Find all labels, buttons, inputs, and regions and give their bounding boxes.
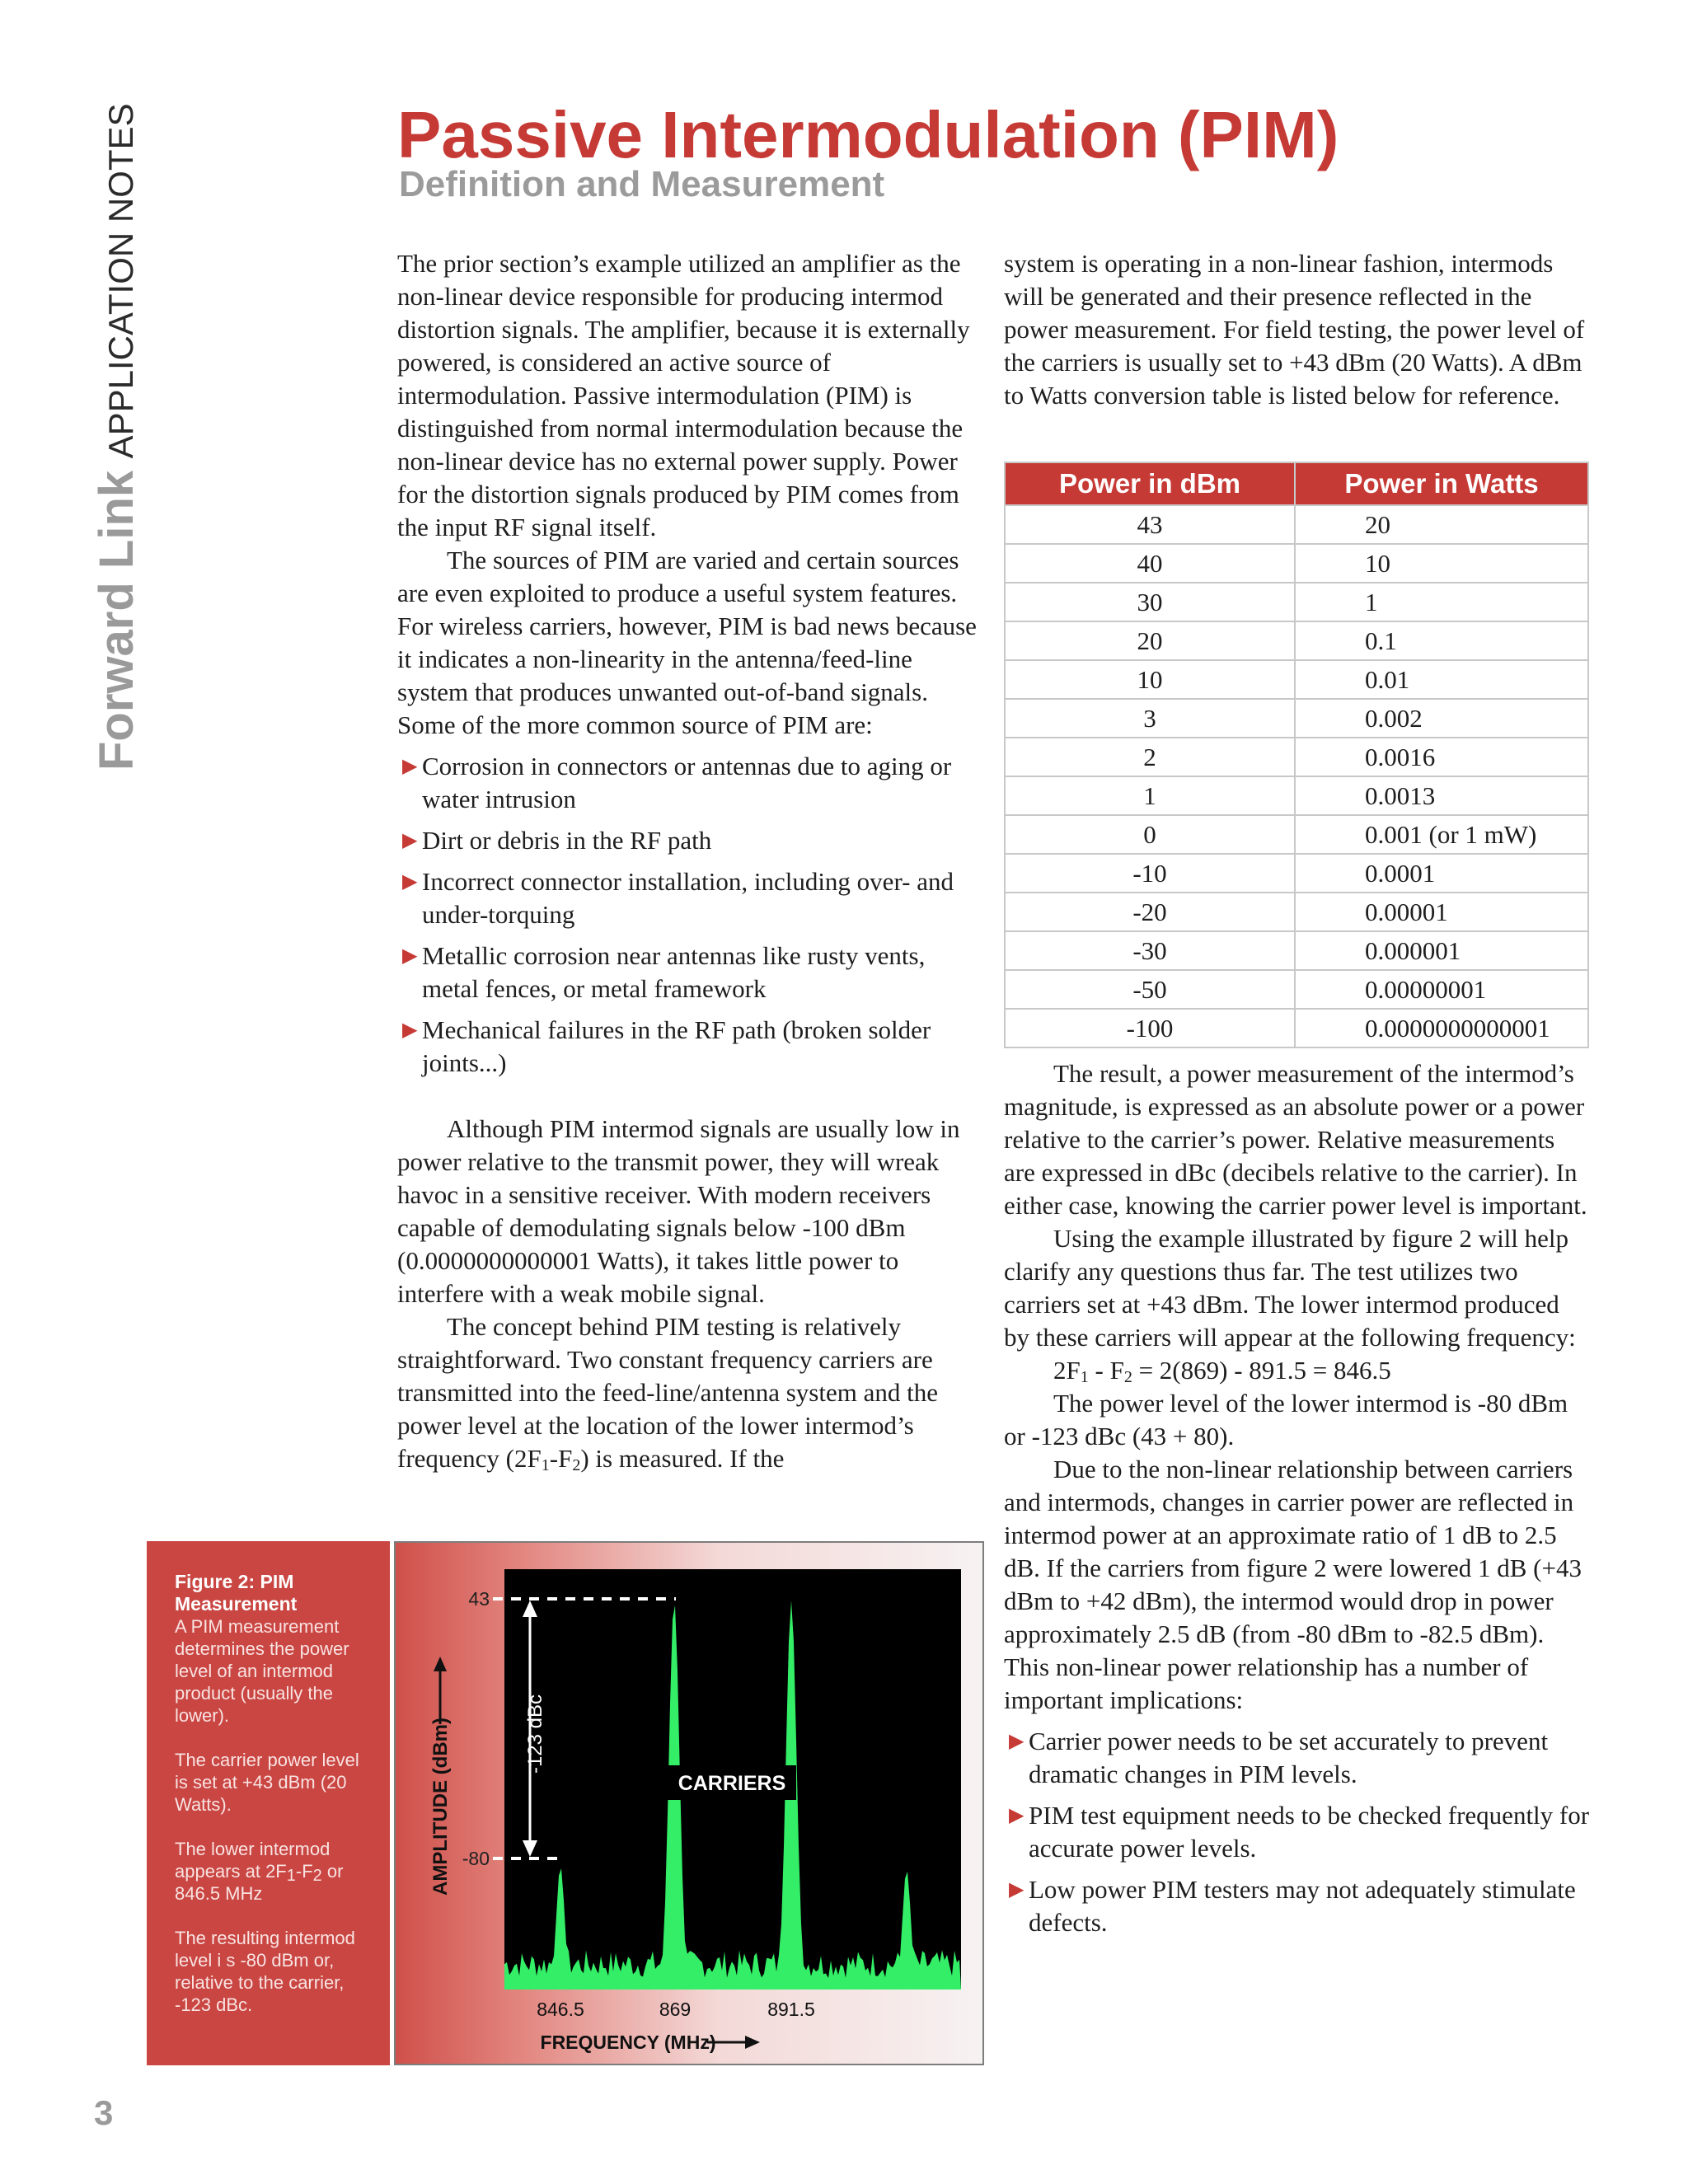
- table-row: [1005, 970, 1588, 1009]
- table-body: [1005, 505, 1588, 1047]
- table-cell-watts: 1: [1295, 583, 1588, 621]
- table-cell-dbm: 3: [1005, 699, 1295, 738]
- x-tick-label: 891.5: [767, 1999, 815, 2020]
- table-cell-watts: 0.0016: [1295, 738, 1588, 776]
- figure-caption: [147, 1541, 390, 2065]
- table-cell-dbm: -30: [1005, 931, 1295, 970]
- table-cell-dbm: 30: [1005, 583, 1295, 621]
- figure-caption-text: The carrier power level is set at +43 dBm (20 Watts).: [175, 1750, 359, 1815]
- table-row: [1005, 931, 1588, 970]
- arrow-right-icon: [745, 2036, 760, 2049]
- table-cell-watts: 0.002: [1295, 699, 1588, 738]
- list-item: ▶ Metallic corrosion near antennas like rusty vents, metal fences, or metal framework: [402, 941, 926, 1003]
- list-item: ▶ Carrier power needs to be set accurately to prevent dramatic changes in PIM levels.: [1009, 1727, 1549, 1788]
- list-item: ▶ Corrosion in connectors or antennas due to aging or water intrusion: [402, 752, 952, 813]
- y-tick-label: -80: [462, 1848, 490, 1869]
- table-header-row: [1005, 462, 1588, 505]
- right-paragraph-1: system is operating in a non-linear fashion, intermods will be generated and their presence reflected in the power measurement. For field testing, the power level of the carriers is usually set to +43 dBm (20 Watts). A dBm to Watts conversion table is listed below for reference.: [1004, 249, 1585, 410]
- table-cell-watts: 20: [1295, 505, 1588, 544]
- right-paragraph-3: Using the example illustrated by figure 2 will help clarify any questions thus far. The test utilizes two carriers set at +43 dBm. The lower intermod produced by these carriers will appear at the following frequency:: [1004, 1224, 1576, 1352]
- bullet-arrow-icon: ▶: [1009, 1805, 1025, 1826]
- table-cell-dbm: 0: [1005, 815, 1295, 854]
- table-cell-watts: 0.0000000000001: [1295, 1009, 1588, 1047]
- bullet-arrow-icon: ▶: [402, 871, 418, 893]
- right-column-top: [1004, 247, 1591, 412]
- table-cell-watts: 0.0013: [1295, 776, 1588, 815]
- dbm-watts-table: [1004, 462, 1589, 1048]
- side-label: [89, 62, 143, 771]
- dbc-span-label: -123 dBc: [524, 1694, 546, 1774]
- table-cell-dbm: -10: [1005, 854, 1295, 893]
- table-row: [1005, 893, 1588, 931]
- intermod-formula: $2F_1 - F_2 = 2(869) - 891.5 = 846.5$: [1053, 1356, 1391, 1386]
- table-cell-dbm: 1: [1005, 776, 1295, 815]
- bullet-arrow-icon: ▶: [1009, 1879, 1025, 1900]
- pim-spectrum-figure: [394, 1541, 984, 2065]
- figure-caption-title: Figure 2: PIM Measurement: [175, 1571, 298, 1615]
- table-row: [1005, 660, 1588, 699]
- table-cell-watts: 0.00000001: [1295, 970, 1588, 1009]
- arrow-up-icon: [434, 1657, 447, 1671]
- x-tick-label: 846.5: [537, 1999, 584, 2020]
- table-cell-watts: 0.0001: [1295, 854, 1588, 893]
- table-cell-watts: 10: [1295, 544, 1588, 583]
- table-cell-watts: 0.01: [1295, 660, 1588, 699]
- right-column-bottom: [1004, 1057, 1591, 1939]
- table-cell-dbm: -100: [1005, 1009, 1295, 1047]
- spectrum-svg: [396, 1543, 982, 2064]
- carriers-label: CARRIERS: [678, 1772, 786, 1795]
- right-paragraph-5: Due to the non-linear relationship between carriers and intermods, changes in carrier power are reflected in intermod power at an approximate ratio of 1 dB to 2.5 dB. If the carriers from figure 2 were lowered 1 dB (+43 dBm to +42 dBm), the intermod would drop in power approximately 2.5 dB (from -80 dBm to -82.5 dBm). This non-linear power relationship has a number of important implications:: [1004, 1455, 1582, 1714]
- page-number: 3: [94, 2093, 114, 2132]
- table-cell-dbm: 43: [1005, 505, 1295, 544]
- table-row: [1005, 738, 1588, 776]
- y-axis-label: AMPLITUDE (dBm): [429, 1718, 452, 1896]
- table-cell-watts: 0.001 (or 1 mW): [1295, 815, 1588, 854]
- table-header-dbm: Power in dBm: [1005, 462, 1295, 505]
- page-title: Passive Intermodulation (PIM): [397, 98, 1339, 171]
- x-tick-label: 869: [659, 1999, 692, 2020]
- list-item: ▶ Dirt or debris in the RF path: [397, 824, 982, 857]
- table-cell-dbm: -50: [1005, 970, 1295, 1009]
- table-cell-dbm: 2: [1005, 738, 1295, 776]
- left-column: [397, 247, 982, 1475]
- list-item: ▶ Incorrect connector installation, including over- and under-torquing: [402, 867, 954, 929]
- table-row: [1005, 583, 1588, 621]
- bullet-arrow-icon: ▶: [402, 945, 418, 967]
- figure-caption-text: A PIM measurement determines the power level of an intermod product (usually the lower).: [175, 1616, 349, 1726]
- table-cell-dbm: 10: [1005, 660, 1295, 699]
- table-row: [1005, 505, 1588, 544]
- right-paragraph-4: The power level of the lower intermod is -80 dBm or -123 dBc (43 + 80).: [1004, 1389, 1568, 1451]
- table-header-watts: Power in Watts: [1295, 462, 1588, 505]
- list-item: ▶ PIM test equipment needs to be checked frequently for accurate power levels.: [1009, 1801, 1590, 1863]
- table-row: [1005, 699, 1588, 738]
- table-row: [1005, 1009, 1588, 1047]
- list-item: ▶ Low power PIM testers may not adequately stimulate defects.: [1009, 1875, 1576, 1937]
- bullet-arrow-icon: ▶: [402, 830, 418, 851]
- table-row: [1005, 621, 1588, 660]
- table-cell-watts: 0.00001: [1295, 893, 1588, 931]
- side-notes: APPLICATION NOTES: [101, 103, 140, 459]
- table-cell-dbm: -20: [1005, 893, 1295, 931]
- left-paragraph-4: The concept behind PIM testing is relatively straightforward. Two constant frequency carriers are transmitted into the feed-line/antenna system and the power level at the location of the lower intermod’s frequency $(2F_1-F_2)$ is measured. If the: [397, 1312, 938, 1474]
- table-cell-dbm: 20: [1005, 621, 1295, 660]
- bullet-arrow-icon: ▶: [1009, 1731, 1025, 1752]
- bullet-arrow-icon: ▶: [402, 1019, 418, 1041]
- table-cell-watts: 0.1: [1295, 621, 1588, 660]
- table-row: [1005, 776, 1588, 815]
- right-paragraph-2: The result, a power measurement of the intermod’s magnitude, is expressed as an absolute power or a power relative to the carrier’s power. Relative measurements are expressed in dBc (decibels relative to the carrier). In either case, knowing the carrier power level is important.: [1004, 1059, 1587, 1220]
- left-paragraph-3: Although PIM intermod signals are usually low in power relative to the transmit power, they will wreak havoc in a sensitive receiver. With modern receivers capable of demodulating signals below -100 dBm (0.0000000000001 Watts), it takes little power to interfere with a weak mobile signal.: [397, 1114, 960, 1308]
- bullet-arrow-icon: ▶: [402, 756, 418, 777]
- left-paragraph-1: The prior section’s example utilized an amplifier as the non-linear device responsible for producing intermod distortion signals. The amplifier, because it is externally powered, is considered an active source of intermodulation. Passive intermodulation (PIM) is distinguished from normal intermodulation because the non-linear device has no external power supply. Power for the distortion signals produced by PIM comes from the input RF signal itself.: [397, 249, 970, 541]
- x-axis-label: FREQUENCY (MHz): [540, 2032, 716, 2053]
- table-cell-watts: 0.000001: [1295, 931, 1588, 970]
- figure-caption-text: The lower intermod appears at $2F_1-F_2$ or 846.5 MHz: [175, 1839, 344, 1904]
- page-subtitle: Definition and Measurement: [399, 164, 885, 204]
- figure-caption-text: The resulting intermod level i s -80 dBm or, relative to the carrier, -123 dBc.: [175, 1928, 355, 2015]
- table-row: [1005, 544, 1588, 583]
- list-item: ▶ Mechanical failures in the RF path (broken solder joints...): [402, 1015, 931, 1077]
- table-row: [1005, 854, 1588, 893]
- table-row: [1005, 815, 1588, 854]
- y-tick-label: 43: [468, 1588, 490, 1610]
- side-brand: Forward Link: [90, 470, 143, 771]
- table-cell-dbm: 40: [1005, 544, 1295, 583]
- left-paragraph-2: The sources of PIM are varied and certain sources are even exploited to produce a useful system features. For wireless carriers, however, PIM is bad news because it indicates a non-linearity in the antenna/feed-line system that produces unwanted out-of-band signals. Some of the more common source of PIM are:: [397, 546, 977, 739]
